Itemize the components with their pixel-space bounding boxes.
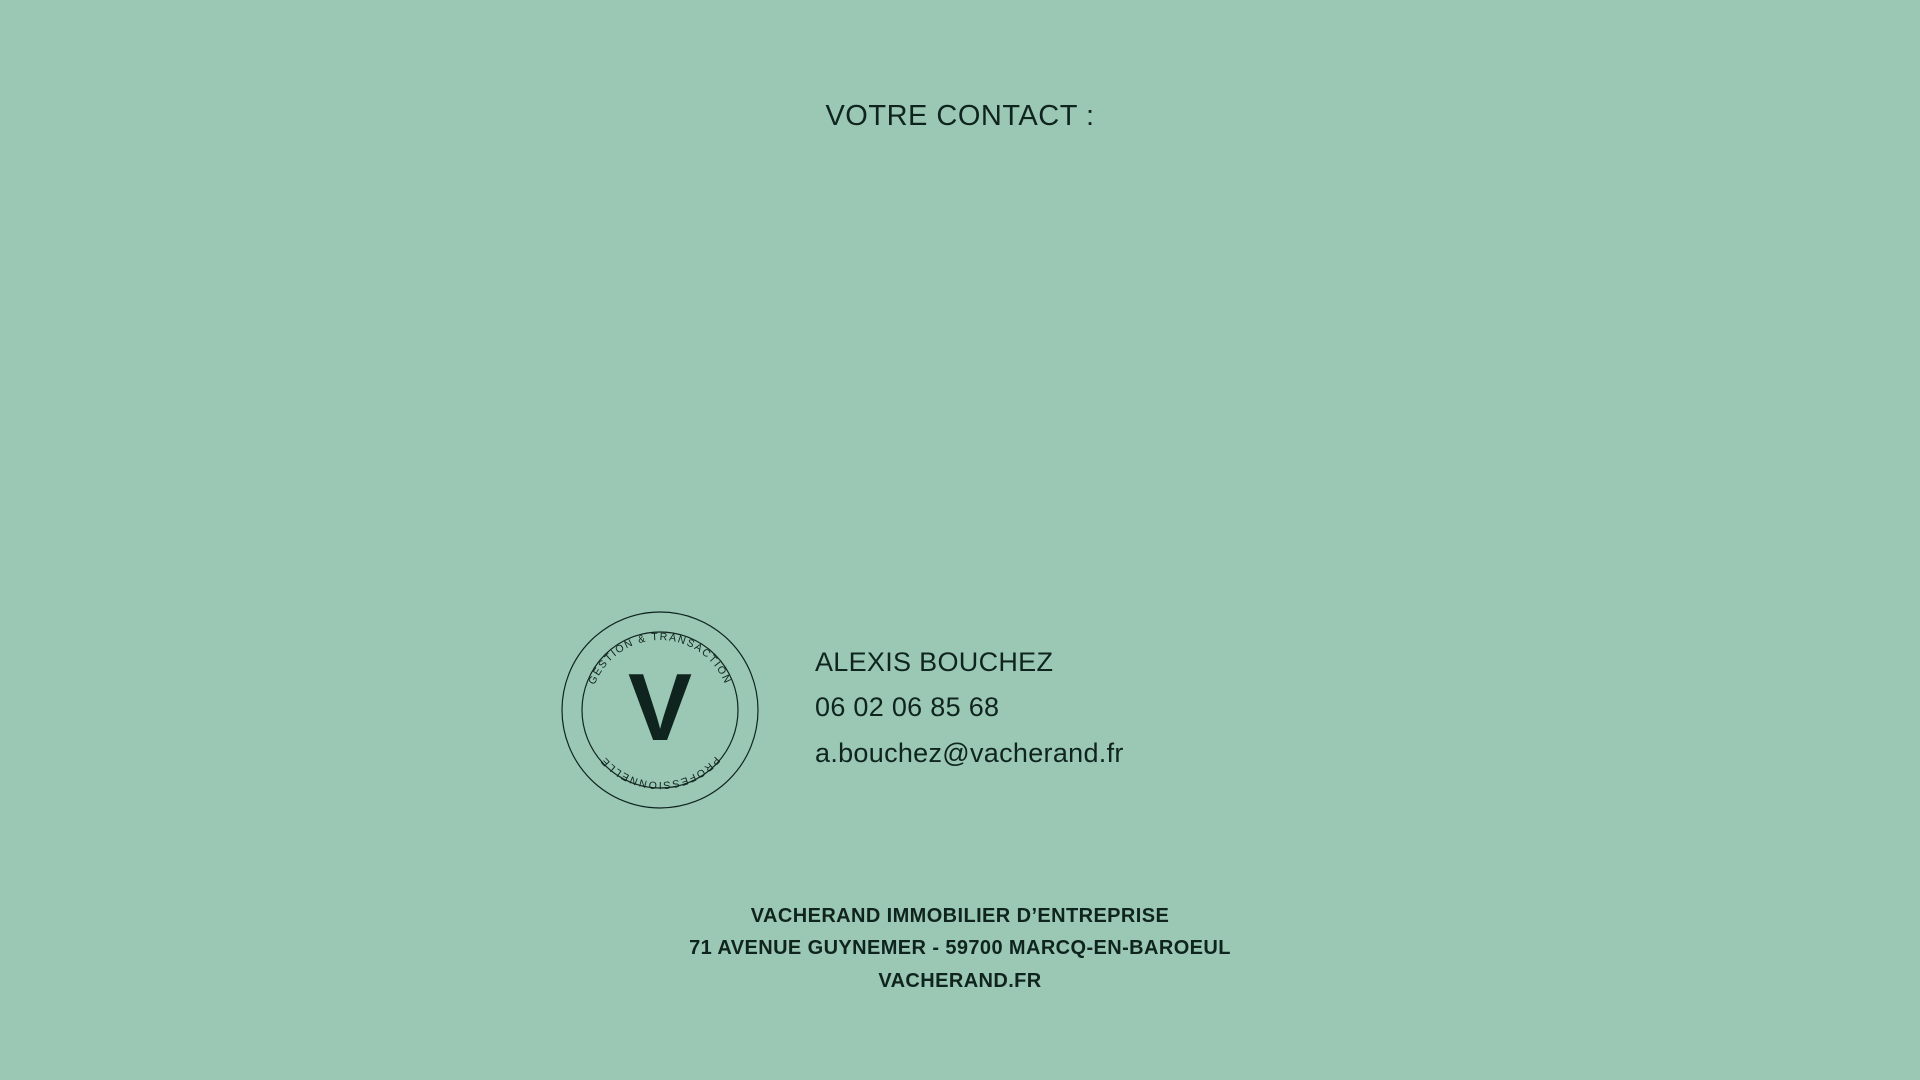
contact-phone[interactable]: 06 02 06 85 68 bbox=[815, 692, 1000, 723]
contact-email[interactable]: a.bouchez@vacherand.fr bbox=[815, 737, 1124, 768]
page-title: VOTRE CONTACT : bbox=[825, 100, 1095, 132]
footer-company: VACHERAND IMMOBILIER D’ENTREPRISE bbox=[750, 905, 1170, 927]
svg-text:GESTION & TRANSACTION: GESTION & TRANSACTION bbox=[586, 630, 734, 687]
vacherand-stamp-logo bbox=[560, 610, 760, 810]
contact-name: ALEXIS BOUCHEZ bbox=[815, 647, 1054, 678]
contact-block bbox=[560, 610, 1124, 810]
svg-text:PROFESSIONNELLE: PROFESSIONNELLE bbox=[597, 754, 723, 792]
svg-text:V: V bbox=[627, 654, 693, 761]
contact-details bbox=[815, 647, 1124, 772]
footer-website[interactable]: VACHERAND.FR bbox=[878, 969, 1042, 992]
footer bbox=[0, 900, 1920, 997]
footer-address: 71 AVENUE GUYNEMER - 59700 MARCQ-EN-BAROEUL bbox=[689, 937, 1231, 960]
